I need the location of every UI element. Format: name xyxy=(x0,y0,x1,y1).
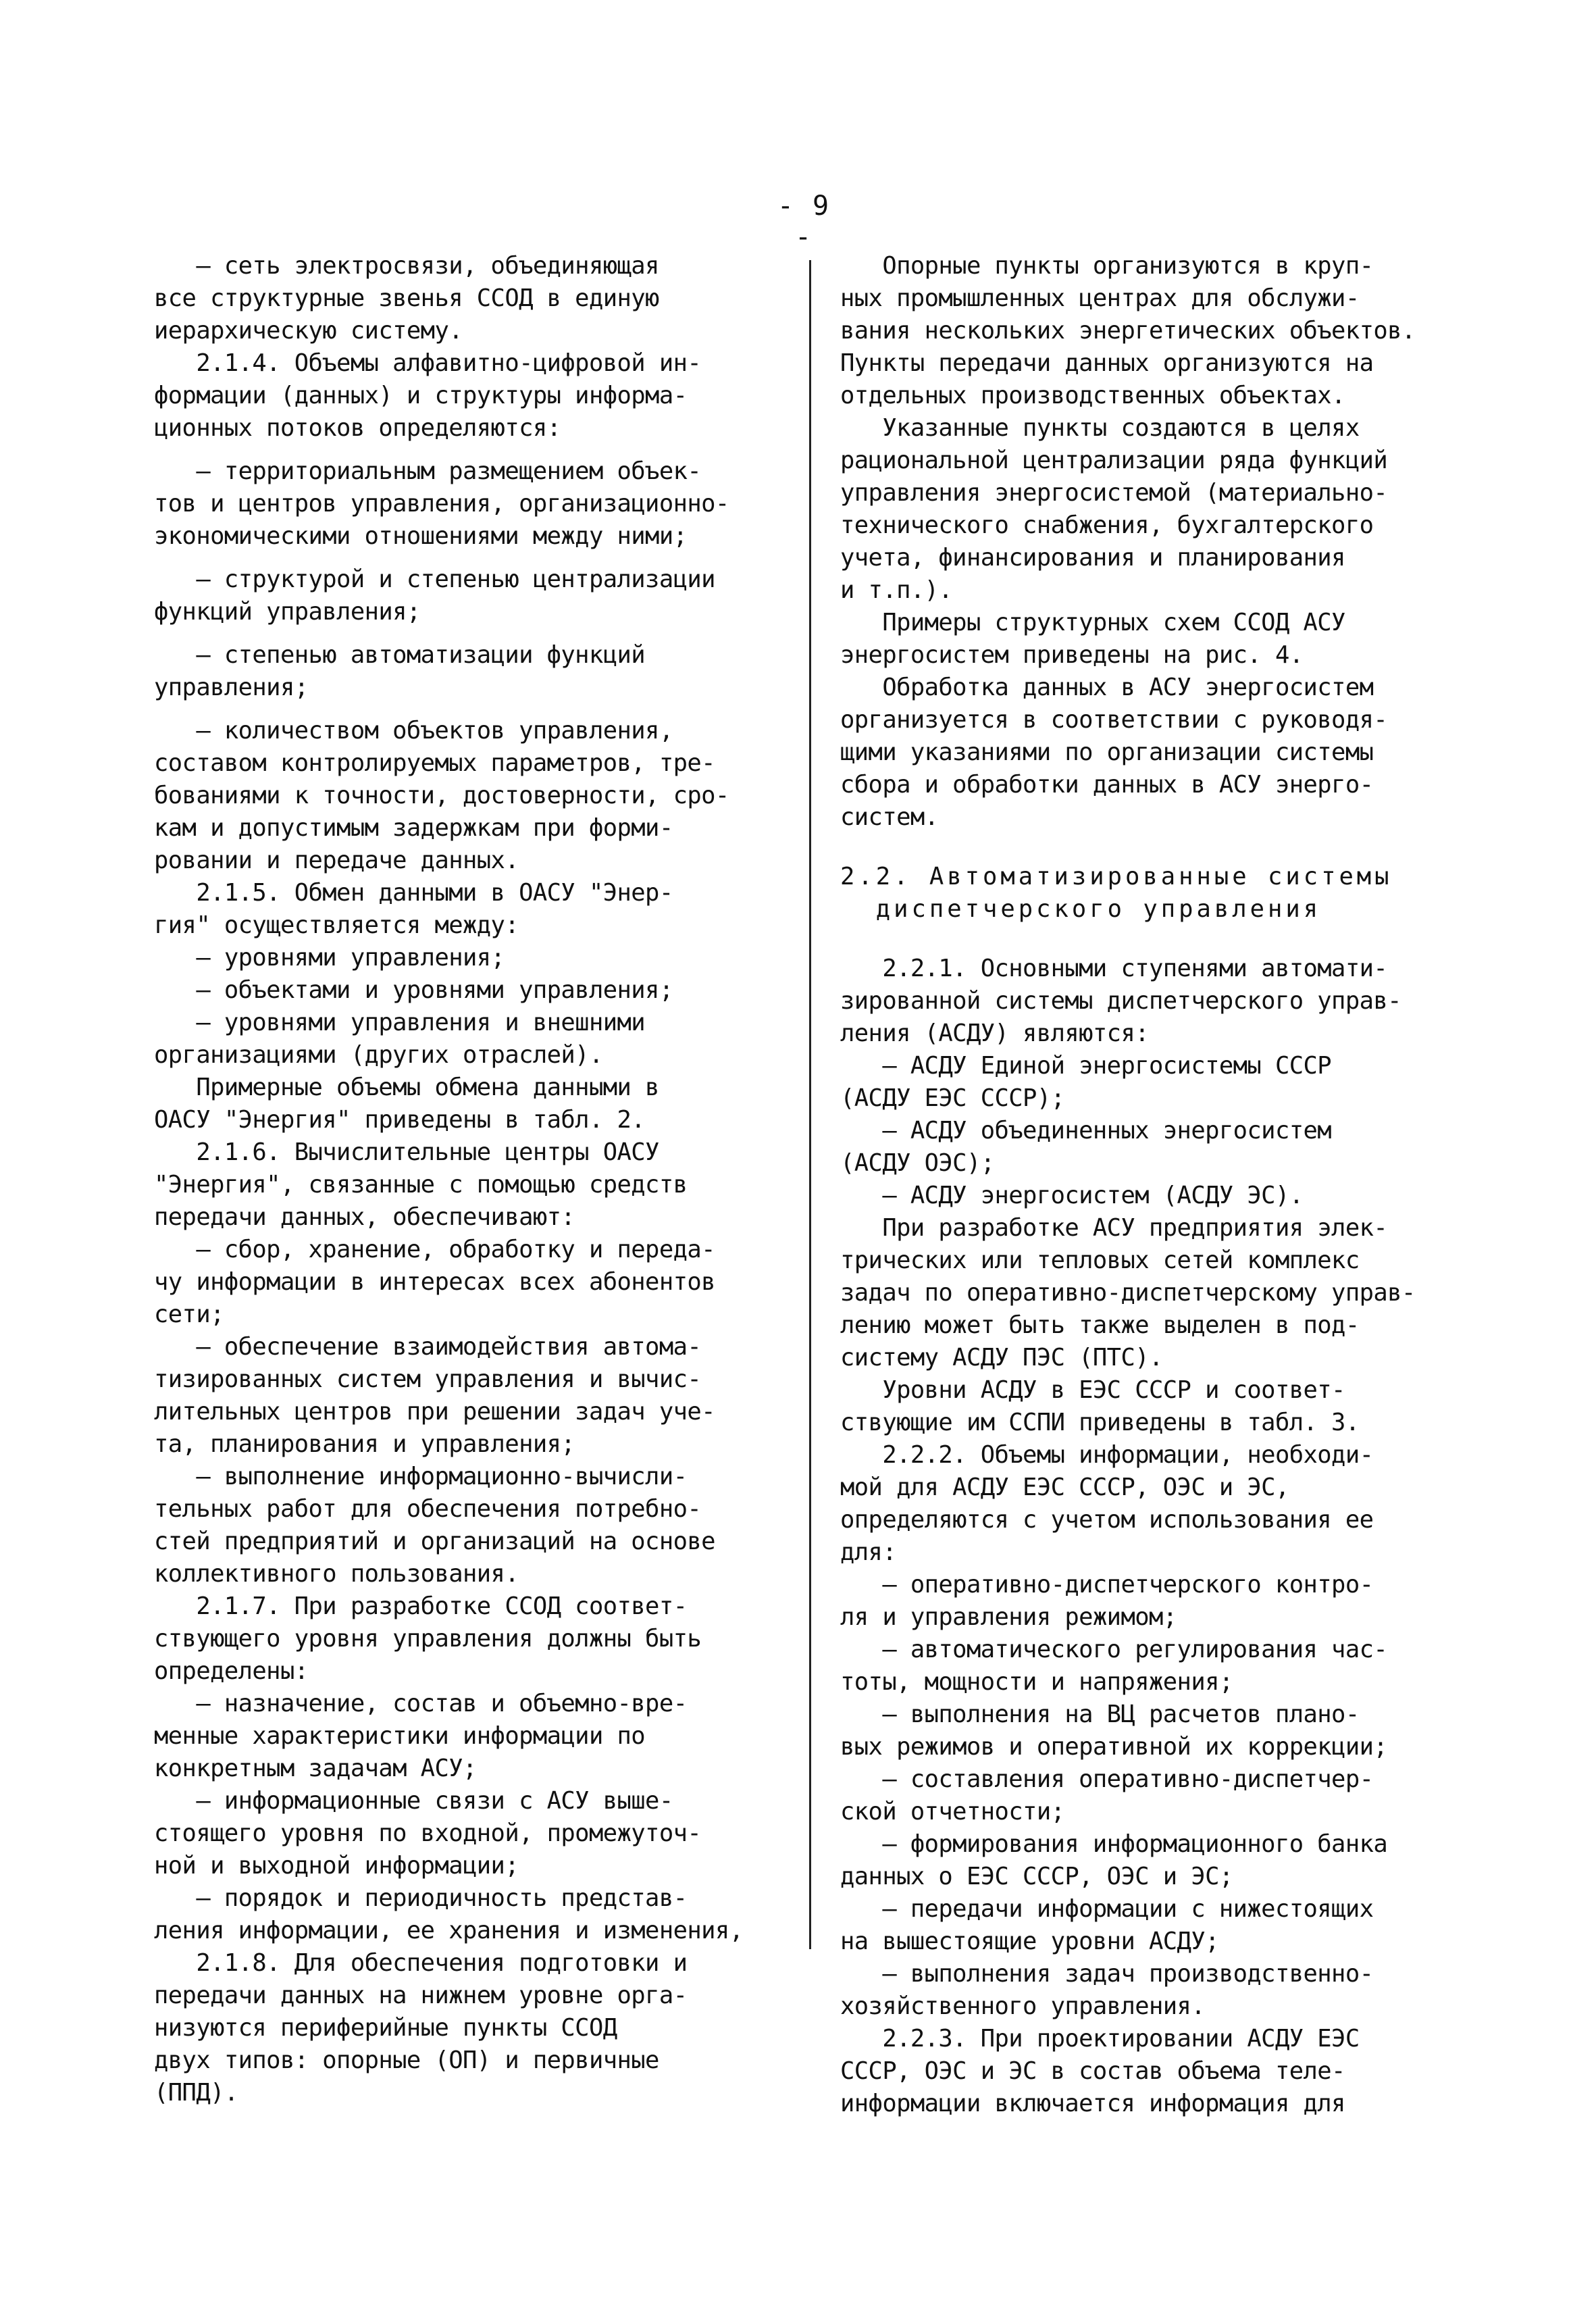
text-line: – АСДУ Единой энергосистемы СССР xyxy=(840,1052,1332,1080)
text-line: та, планирования и управления; xyxy=(154,1430,575,1458)
text-line: Пункты передачи данных организуются на xyxy=(840,349,1374,377)
text-line: ной и выходной информации; xyxy=(154,1852,519,1880)
text-line: лению может быть также выделен в под- xyxy=(840,1311,1360,1339)
text-line: трических или тепловых сетей комплекс xyxy=(840,1247,1360,1274)
text-line: данных о ЕЭС СССР, ОЭС и ЭС; xyxy=(840,1863,1233,1890)
page-number: - 9 - xyxy=(777,191,831,253)
text-line: – АСДУ объединенных энергосистем xyxy=(840,1117,1332,1145)
text-line: Уровни АСДУ в ЕЭС СССР и соответ- xyxy=(840,1376,1345,1404)
text-line: СССР, ОЭС и ЭС в состав объема теле- xyxy=(840,2057,1345,2085)
text-line: тоты, мощности и напряжения; xyxy=(840,1668,1233,1696)
text-line: – степенью автоматизации функций xyxy=(154,641,646,669)
left-column xyxy=(154,250,775,2109)
text-line: низуются периферийные пункты ССОД xyxy=(154,2014,617,2042)
text-line: определяются с учетом использования ее xyxy=(840,1506,1374,1534)
text-line: отдельных производственных объектах. xyxy=(840,382,1345,409)
text-line: – АСДУ энергосистем (АСДУ ЭС). xyxy=(840,1182,1304,1209)
text-line: – выполнения на ВЦ расчетов плано- xyxy=(840,1701,1360,1728)
text-line: – обеспечение взаимодействия автома- xyxy=(154,1333,702,1361)
paragraph-gap xyxy=(154,553,775,563)
text-line: тизированных систем управления и вычис- xyxy=(154,1365,702,1393)
text-line: – сеть электросвязи, объединяющая xyxy=(154,252,659,280)
text-line: управления; xyxy=(154,674,309,701)
text-line: сети; xyxy=(154,1301,224,1328)
text-line: – автоматического регулирования час- xyxy=(840,1636,1388,1663)
text-line: 2.1.5. Обмен данными в ОАСУ "Энер- xyxy=(154,879,673,907)
text-line: задач по оперативно-диспетчерскому управ- xyxy=(840,1279,1416,1307)
text-line: ОАСУ "Энергия" приведены в табл. 2. xyxy=(154,1106,646,1134)
text-line: ствующие им ССПИ приведены в табл. 3. xyxy=(840,1409,1360,1436)
text-line: – передачи информации с нижестоящих xyxy=(840,1895,1374,1923)
right-column xyxy=(840,250,1462,2120)
text-line: (АСДУ ОЭС); xyxy=(840,1149,995,1177)
text-line: определены: xyxy=(154,1657,309,1685)
text-line: 2.2.2. Объемы информации, необходи- xyxy=(840,1441,1374,1469)
text-line: 2.1.7. При разработке ССОД соответ- xyxy=(154,1592,688,1620)
section-gap xyxy=(840,834,1462,861)
text-line: ской отчетности; xyxy=(840,1798,1065,1826)
text-line: ционных потоков определяются: xyxy=(154,414,561,442)
text-line: информации включается информация для xyxy=(840,2090,1345,2117)
text-line: – формирования информационного банка xyxy=(840,1830,1388,1858)
text-line: формации (данных) и структуры информа- xyxy=(154,382,688,409)
text-line: – выполнения задач производственно- xyxy=(840,1960,1374,1988)
text-line: При разработке АСУ предприятия элек- xyxy=(840,1214,1388,1242)
text-line: Обработка данных в АСУ энергосистем xyxy=(840,674,1374,701)
column-divider xyxy=(809,260,811,1949)
text-line: – структурой и степенью централизации xyxy=(154,565,715,593)
text-line: – назначение, состав и объемно-вре- xyxy=(154,1690,688,1717)
text-line: Примерные объемы обмена данными в xyxy=(154,1074,659,1101)
text-line: 2.1.6. Вычислительные центры ОАСУ xyxy=(154,1138,659,1166)
text-line: ных промышленных центрах для обслужи- xyxy=(840,284,1360,312)
text-line: гия" осуществляется между: xyxy=(154,911,519,939)
text-line: мой для АСДУ ЕЭС СССР, ОЭС и ЭС, xyxy=(840,1474,1289,1501)
text-line: учета, финансирования и планирования xyxy=(840,544,1345,572)
text-line: передачи данных, обеспечивают: xyxy=(154,1203,575,1231)
paragraph-gap xyxy=(154,628,775,639)
text-line: 2.2.3. При проектировании АСДУ ЕЭС xyxy=(840,2025,1360,2053)
text-line: (ППД). xyxy=(154,2079,238,2107)
section-heading: диспетчерского управления xyxy=(840,895,1322,923)
text-line: менные характеристики информации по xyxy=(154,1722,646,1750)
text-line: и т.п.). xyxy=(840,576,953,604)
text-line: систем. xyxy=(840,803,939,831)
text-line: – информационные связи с АСУ выше- xyxy=(154,1787,673,1815)
text-line: – уровнями управления и внешними xyxy=(154,1009,646,1036)
text-line: ления (АСДУ) являются: xyxy=(840,1020,1150,1047)
section-heading: 2.2. Автоматизированные системы xyxy=(840,863,1393,890)
text-line: экономическими отношениями между ними; xyxy=(154,522,688,550)
text-line: технического снабжения, бухгалтерского xyxy=(840,511,1374,539)
text-line: организуется в соответствии с руководя- xyxy=(840,706,1388,734)
paragraph-gap xyxy=(154,445,775,455)
text-line: энергосистем приведены на рис. 4. xyxy=(840,641,1304,669)
text-line: (АСДУ ЕЭС СССР); xyxy=(840,1084,1065,1112)
paragraph-gap xyxy=(154,704,775,715)
text-line: – сбор, хранение, обработку и переда- xyxy=(154,1236,715,1263)
text-line: вых режимов и оперативной их коррекции; xyxy=(840,1733,1388,1761)
text-line: 2.1.4. Объемы алфавитно-цифровой ин- xyxy=(154,349,702,377)
text-line: все структурные звенья ССОД в единую xyxy=(154,284,659,312)
text-line: – территориальным размещением объек- xyxy=(154,457,702,485)
text-line: конкретным задачам АСУ; xyxy=(154,1755,477,1782)
text-line: функций управления; xyxy=(154,598,421,626)
text-line: ровании и передаче данных. xyxy=(154,847,519,874)
text-line: иерархическую систему. xyxy=(154,317,463,345)
text-line: – оперативно-диспетчерского контро- xyxy=(840,1571,1374,1599)
text-line: – составления оперативно-диспетчер- xyxy=(840,1765,1374,1793)
text-line: для: xyxy=(840,1538,897,1566)
text-line: сбора и обработки данных в АСУ энерго- xyxy=(840,771,1374,799)
text-line: зированной системы диспетчерского управ- xyxy=(840,987,1401,1015)
text-line: коллективного пользования. xyxy=(154,1560,519,1588)
text-line: управления энергосистемой (материально- xyxy=(840,479,1388,507)
text-line: ля и управления режимом; xyxy=(840,1603,1177,1631)
text-line: – объектами и уровнями управления; xyxy=(154,976,673,1004)
text-line: Примеры структурных схем ССОД АСУ xyxy=(840,609,1345,636)
text-line: 2.2.1. Основными ступенями автомати- xyxy=(840,955,1388,982)
text-line: стоящего уровня по входной, промежуточ- xyxy=(154,1819,702,1847)
text-line: чу информации в интересах всех абонентов xyxy=(154,1268,715,1296)
text-line: рациональной централизации ряда функций xyxy=(840,447,1388,474)
text-line: – выполнение информационно-вычисли- xyxy=(154,1463,688,1490)
text-line: лительных центров при решении задач уче- xyxy=(154,1398,715,1426)
text-line: – уровнями управления; xyxy=(154,944,505,972)
text-line: передачи данных на нижнем уровне орга- xyxy=(154,1982,688,2009)
text-line: тельных работ для обеспечения потребно- xyxy=(154,1495,702,1523)
text-line: стей предприятий и организаций на основе xyxy=(154,1528,715,1555)
section-gap xyxy=(840,926,1462,953)
text-line: тов и центров управления, организационно- xyxy=(154,490,729,518)
text-line: систему АСДУ ПЭС (ПТС). xyxy=(840,1344,1163,1372)
text-line: – количеством объектов управления, xyxy=(154,717,673,745)
text-line: кам и допустимым задержкам при форми- xyxy=(154,814,673,842)
text-line: составом контролируемых параметров, тре- xyxy=(154,749,715,777)
text-line: двух типов: опорные (ОП) и первичные xyxy=(154,2046,659,2074)
text-line: ления информации, ее хранения и изменения, xyxy=(154,1917,744,1944)
text-line: хозяйственного управления. xyxy=(840,1992,1206,2020)
text-line: Опорные пункты организуются в круп- xyxy=(840,252,1374,280)
text-line: Указанные пункты создаются в целях xyxy=(840,414,1360,442)
text-line: щими указаниями по организации системы xyxy=(840,738,1374,766)
text-line: "Энергия", связанные с помощью средств xyxy=(154,1171,688,1199)
text-line: на вышестоящие уровни АСДУ; xyxy=(840,1928,1219,1955)
text-line: – порядок и периодичность представ- xyxy=(154,1884,688,1912)
text-line: вания нескольких энергетических объектов. xyxy=(840,317,1416,345)
text-line: 2.1.8. Для обеспечения подготовки и xyxy=(154,1949,688,1977)
text-line: организациями (других отраслей). xyxy=(154,1041,603,1069)
text-line: ствующего уровня управления должны быть xyxy=(154,1625,702,1653)
text-line: бованиями к точности, достоверности, сро- xyxy=(154,782,729,809)
